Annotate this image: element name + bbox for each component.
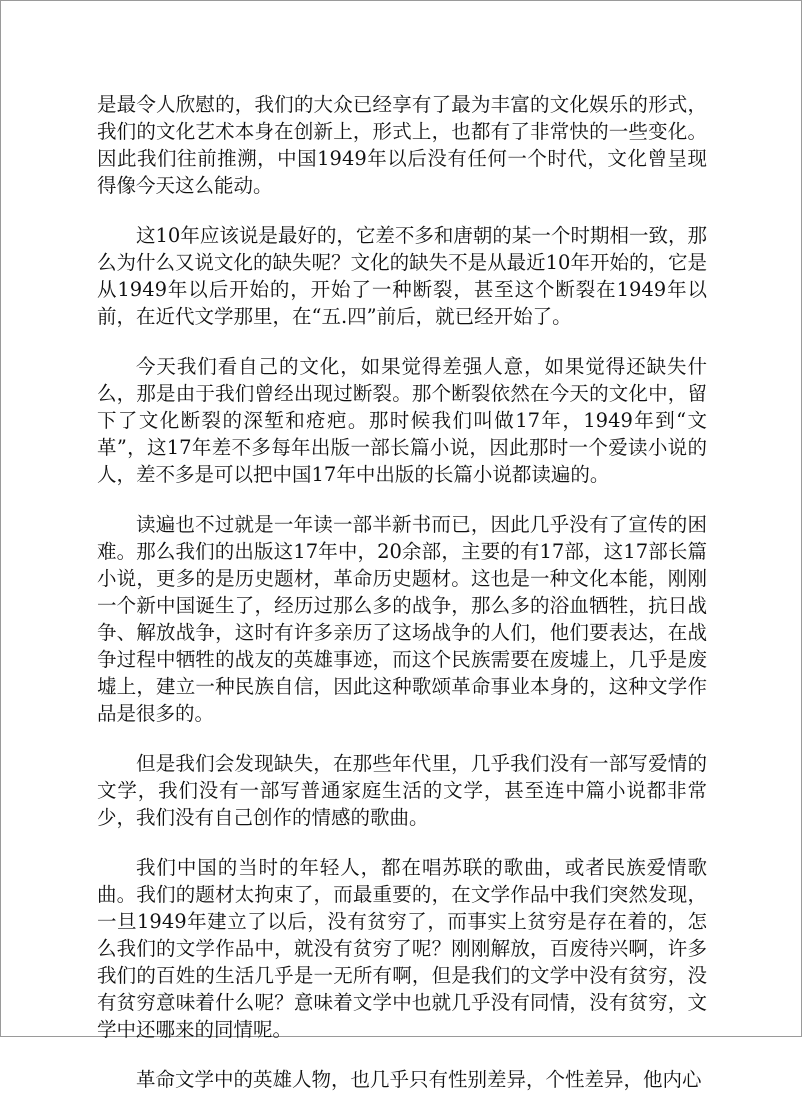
paragraph-1: 是最令人欣慰的，我们的大众已经享有了最为丰富的文化娱乐的形式，我们的文化艺术本身在创新上，形式上，也都有了非常快的一些变化。因此我们往前推溯，中国1949年以后没有任何一个时代，文化曾呈现得像今天这么能动。: [97, 93, 707, 197]
body-text: [97, 91, 707, 1116]
paragraph-4: 读遍也不过就是一年读一部半新书而已，因此几乎没有了宣传的困难。那么我们的出版这17年中，20余部，主要的有17部，这17部长篇小说，更多的是历史题材，革命历史题材。这也是一种文化本能，刚刚一个新中国诞生了，经历过那么多的战争，那么多的浴血牺牲，抗日战争、解放战争，这时有许多亲历了这场战争的人们，他们要表达，在战争过程中牺牲的战友的英雄事迹，而这个民族需要在废墟上，几乎是废墟上，建立一种民族自信，因此这种歌颂革命事业本身的，这种文学作品是很多的。: [97, 513, 707, 725]
paragraph-5: 但是我们会发现缺失，在那些年代里，几乎我们没有一部写爱情的文学，我们没有一部写普通家庭生活的文学，甚至连中篇小说都非常少，我们没有自己创作的情感的歌曲。: [97, 752, 707, 829]
paragraph-6: 我们中国的当时的年轻人，都在唱苏联的歌曲，或者民族爱情歌曲。我们的题材太拘束了，而最重要的，在文学作品中我们突然发现，一旦1949年建立了以后，没有贫穷了，而事实上贫穷是存在着的，怎么我们的文学作品中，就没有贫穷了呢？刚刚解放，百废待兴啊，许多我们的百姓的生活几乎是一无所有啊，但是我们的文学中没有贫穷，没有贫穷意味着什么呢？意味着文学中也就几乎没有同情，没有贫穷，文学中还哪来的同情呢。: [97, 856, 707, 1041]
paragraph-7: 革命文学中的英雄人物，也几乎只有性别差异，个性差异，他内心: [136, 1068, 702, 1091]
paragraph-3: 今天我们看自己的文化，如果觉得差强人意，如果觉得还缺失什么，那是由于我们曾经出现过断裂。那个断裂依然在今天的文化中，留下了文化断裂的深堑和疮疤。那时候我们叫做17年，1949年到“文革”，这17年差不多每年出版一部长篇小说，因此那时一个爱读小说的人，差不多是可以把中国17年中出版的长篇小说都读遍的。: [97, 355, 707, 486]
paragraph-2: 这10年应该说是最好的，它差不多和唐朝的某一个时期相一致，那么为什么又说文化的缺失呢？文化的缺失不是从最近10年开始的，它是从1949年以后开始的，开始了一种断裂，甚至这个断裂在1949年以前，在近代文学那里，在“五.四”前后，就已经开始了。: [97, 224, 707, 328]
